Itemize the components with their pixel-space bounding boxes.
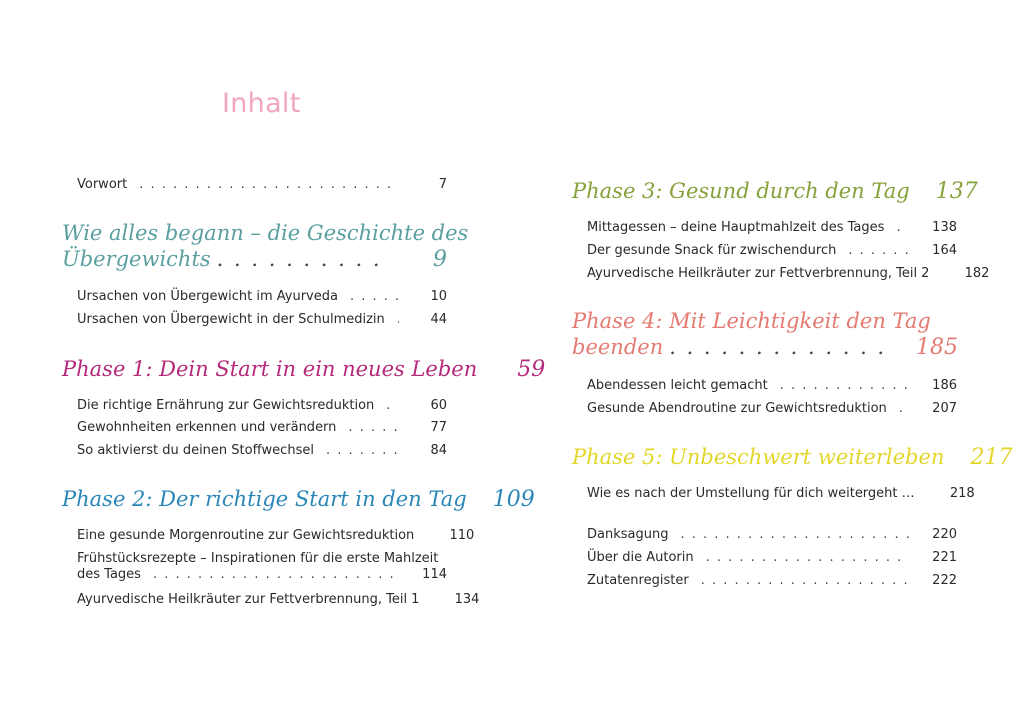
chapter-heading-line1: Phase 4: Mit Leichtigkeit den Tag [572, 309, 931, 333]
chapter-heading-line2: beenden [572, 335, 664, 359]
toc-page-number: 164 [932, 243, 957, 258]
chapter-heading-title: Phase 5: Unbeschwert weiterleben [572, 445, 945, 469]
toc-page-number: 221 [932, 550, 957, 565]
toc-entry[interactable] [587, 266, 990, 282]
leader-dots [701, 573, 909, 589]
toc-page-number: 10 [430, 289, 447, 304]
toc-entry-title: Danksagung [587, 527, 669, 542]
chapter-heading-wie-alles-begann[interactable] [62, 220, 469, 273]
toc-page-number: 134 [454, 592, 480, 607]
leader-dots [680, 527, 909, 543]
toc-entry-title: So aktivierst du deinen Stoffwechsel [77, 443, 314, 458]
toc-page-number: 110 [449, 528, 475, 543]
leader-dots [899, 401, 909, 417]
toc-page-number: 77 [430, 420, 447, 435]
toc-page-number: 44 [430, 312, 447, 327]
toc-entry[interactable] [587, 220, 957, 236]
toc-page-number: 114 [422, 567, 447, 582]
chapter-heading-line2: Übergewichts [62, 247, 211, 271]
toc-page-number: 207 [932, 401, 957, 416]
chapter-page-number: 9 [433, 247, 447, 272]
toc-entry-title: Mittagessen – deine Hauptmahlzeit des Tages [587, 220, 885, 235]
toc-entry-title: Ursachen von Übergewicht in der Schulmedizin [77, 312, 385, 327]
toc-page-number: 84 [430, 443, 447, 458]
chapter-heading-phase-5[interactable] [572, 444, 1013, 471]
toc-page-number: 138 [932, 220, 957, 235]
toc-entry[interactable] [77, 420, 447, 436]
toc-page-number: 182 [964, 266, 990, 281]
toc-entry-danksagung[interactable] [587, 527, 957, 543]
page-title: Inhalt [222, 88, 301, 119]
toc-entry[interactable] [77, 312, 447, 328]
leader-dots [326, 443, 399, 459]
toc-entry-title: Abendessen leicht gemacht [587, 378, 768, 393]
toc-entry-title-line2: des Tages [77, 567, 141, 582]
toc-page-number: 186 [932, 378, 957, 393]
toc-entry-title: Ursachen von Übergewicht im Ayurveda [77, 289, 338, 304]
toc-entry-title: Gewohnheiten erkennen und verändern [77, 420, 337, 435]
toc-entry-title: Über die Autorin [587, 550, 694, 565]
chapter-heading-title: Phase 1: Dein Start in ein neues Leben [62, 357, 478, 381]
leader-dots [780, 378, 909, 394]
chapter-page-number: 217 [970, 445, 1013, 470]
toc-entry-title: Die richtige Ernährung zur Gewichtsreduktion [77, 398, 375, 413]
leader-dots [669, 334, 896, 360]
toc-entry[interactable] [77, 398, 447, 414]
chapter-heading-phase-2[interactable] [62, 486, 535, 513]
leader-dots [348, 420, 399, 436]
leader-dots [896, 220, 909, 236]
chapter-heading-line1: Wie alles begann – die Geschichte des [62, 221, 469, 245]
leader-dots [350, 289, 399, 305]
chapter-heading-phase-4[interactable] [572, 308, 958, 361]
toc-entry[interactable] [77, 592, 480, 608]
leader-dots [848, 243, 909, 259]
toc-entry-ueber-die-autorin[interactable] [587, 550, 957, 566]
chapter-page-number: 185 [916, 335, 958, 360]
leader-dots [706, 550, 909, 566]
leader-dots [397, 312, 399, 328]
chapter-heading-title: Phase 2: Der richtige Start in den Tag [62, 487, 467, 511]
chapter-page-number: 137 [935, 179, 978, 204]
toc-entry-title: Eine gesunde Morgenroutine zur Gewichtsreduktion [77, 528, 415, 543]
toc-page-number: 60 [430, 398, 447, 413]
toc-entry-title: Ayurvedische Heilkräuter zur Fettverbrennung, Teil 2 [587, 266, 930, 281]
chapter-heading-phase-1[interactable] [62, 356, 546, 383]
toc-entry[interactable] [77, 289, 447, 305]
chapter-page-number: 59 [517, 357, 546, 382]
toc-entry[interactable] [77, 528, 475, 544]
toc-page-number: 218 [949, 486, 975, 501]
toc-entry-zutatenregister[interactable] [587, 573, 957, 589]
toc-page-number: 7 [438, 177, 447, 192]
toc-page-number: 222 [932, 573, 957, 588]
chapter-heading-title: Phase 3: Gesund durch den Tag [572, 179, 910, 203]
leader-dots [139, 177, 399, 193]
leader-dots [386, 398, 399, 414]
toc-entry[interactable] [587, 486, 975, 502]
chapter-page-number: 109 [492, 487, 535, 512]
toc-entry[interactable] [587, 243, 957, 259]
toc-entry-title: Zutatenregister [587, 573, 689, 588]
leader-dots [217, 246, 385, 272]
toc-entry[interactable] [77, 443, 447, 459]
toc-entry-title: Vorwort [77, 177, 128, 192]
chapter-heading-phase-3[interactable] [572, 178, 978, 205]
toc-entry[interactable] [587, 378, 957, 394]
toc-entry-title-line1: Frühstücksrezepte – Inspirationen für die erste Mahlzeit [77, 551, 439, 566]
toc-entry-title: Gesunde Abendroutine zur Gewichtsreduktion [587, 401, 887, 416]
toc-entry-title: Ayurvedische Heilkräuter zur Fettverbrennung, Teil 1 [77, 592, 420, 607]
toc-entry[interactable] [587, 401, 957, 417]
toc-entry-title: Der gesunde Snack für zwischendurch [587, 243, 837, 258]
leader-dots [153, 567, 399, 583]
toc-page-number: 220 [932, 527, 957, 542]
toc-entry-vorwort[interactable] [77, 177, 447, 193]
toc-entry-title: Wie es nach der Umstellung für dich weitergeht … [587, 486, 915, 501]
toc-entry-fruehstuecksrezepte[interactable] [77, 551, 447, 583]
